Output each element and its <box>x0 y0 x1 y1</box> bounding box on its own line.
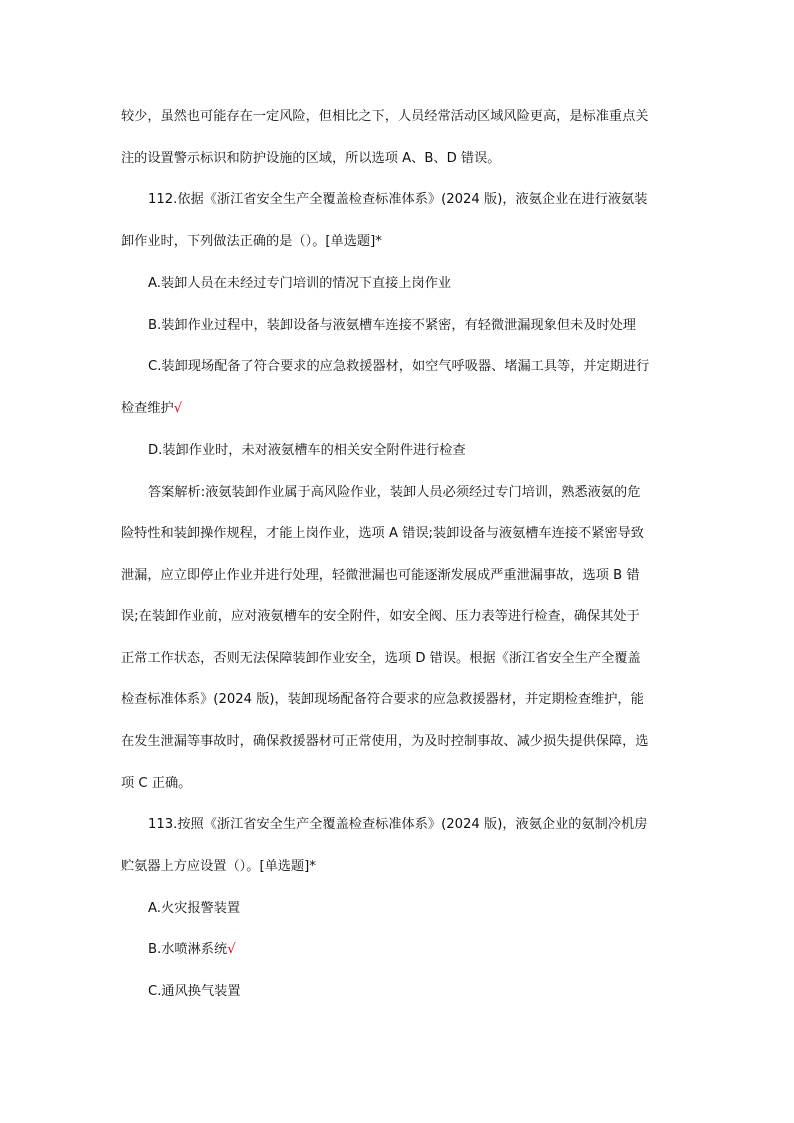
question-112-explanation-line-6: 检查标准体系》(2024 版)，装卸现场配备符合要求的应急救援器材，并定期检查维护，能 <box>121 692 644 707</box>
prev-answer-explanation-line-2: 注的设置警示标识和防护设施的区域，所以选项 A、B、D 错误。 <box>121 151 501 166</box>
question-112-explanation-line-5: 正常工作状态，否则无法保障装卸作业安全，选项 D 错误。根据《浙江省安全生产全覆盖 <box>121 651 641 666</box>
question-112-option-d: D.装卸作业时，未对液氨槽车的相关安全附件进行检查 <box>148 443 466 458</box>
question-113-option-c: C.通风换气装置 <box>148 984 241 999</box>
question-112-option-a: A.装卸人员在未经过专门培训的情况下直接上岗作业 <box>148 276 452 291</box>
question-112-explanation-line-2: 险特性和装卸操作规程，才能上岗作业，选项 A 错误;装卸设备与液氨槽车连接不紧密导致 <box>121 526 644 541</box>
question-112-option-b: B.装卸作业过程中，装卸设备与液氨槽车连接不紧密，有轻微泄漏现象但未及时处理 <box>148 318 636 333</box>
question-113-stem-line-1: 113.按照《浙江省安全生产全覆盖检查标准体系》(2024 版)，液氨企业的氨制冷机房 <box>148 817 648 832</box>
question-112-option-c-line-2: 检查维护√ <box>121 401 183 416</box>
prev-answer-explanation-line-1: 较少，虽然也可能存在一定风险，但相比之下，人员经常活动区域风险更高，是标准重点关 <box>121 109 649 124</box>
question-112-explanation-line-4: 误;在装卸作业前，应对液氨槽车的安全附件，如安全阀、压力表等进行检查，确保其处于 <box>121 609 640 624</box>
question-113-option-b: B.水喷淋系统√ <box>148 942 236 957</box>
correct-check-mark: √ <box>227 942 236 957</box>
question-112-stem-line-2: 卸作业时，下列做法正确的是（）。[单选题]* <box>121 234 382 249</box>
question-112-explanation-line-3: 泄漏，应立即停止作业并进行处理，轻微泄漏也可能逐渐发展成严重泄漏事故，选项 B 错 <box>121 568 640 583</box>
question-112-explanation-line-8: 项 C 正确。 <box>121 776 192 791</box>
question-112-explanation-line-1: 答案解析:液氨装卸作业属于高风险作业，装卸人员必须经过专门培训，熟悉液氨的危 <box>148 485 641 500</box>
question-112-option-c-line-1: C.装卸现场配备了符合要求的应急救援器材，如空气呼吸器、堵漏工具等，并定期进行 <box>148 359 650 374</box>
question-112-explanation-line-7: 在发生泄漏等事故时，确保救援器材可正常使用，为及时控制事故、减少损失提供保障，选 <box>121 734 649 749</box>
question-113-option-a: A.火灾报警装置 <box>148 901 241 916</box>
correct-check-mark: √ <box>173 401 183 416</box>
question-113-stem-line-2: 贮氨器上方应设置（）。[单选题]* <box>121 859 316 874</box>
question-112-stem-line-1: 112.依据《浙江省安全生产全覆盖检查标准体系》(2024 版)，液氨企业在进行液氨装 <box>148 192 648 207</box>
